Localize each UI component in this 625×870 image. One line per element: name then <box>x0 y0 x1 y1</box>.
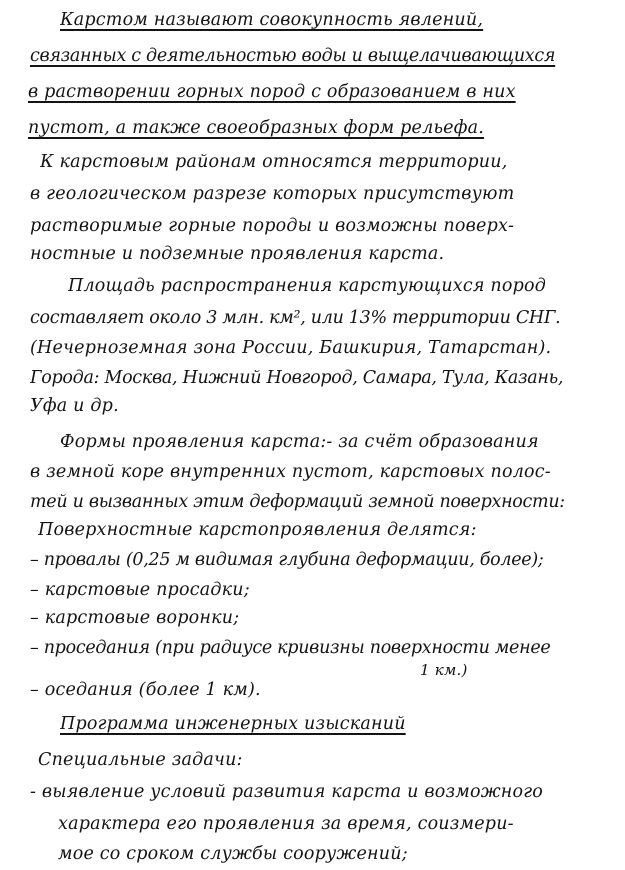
area-line-4: Города: Москва, Нижний Новгород, Самара, Тула, Казань, <box>30 368 564 388</box>
surface-item-4-continuation: 1 км.) <box>420 661 468 679</box>
regions-line-2: в геологическом разрезе которых присутствуют <box>30 184 515 204</box>
special-tasks-line-2: характера его проявления за время, соизмери- <box>58 814 514 834</box>
surface-item-4: – проседания (при радиусе кривизны поверхности менее <box>30 638 551 658</box>
definition-line-3: в растворении горных пород с образованием в них <box>28 82 516 102</box>
forms-line-2: в земной коре внутренних пустот, карстовых полос- <box>30 462 551 482</box>
special-tasks-heading: Специальные задачи: <box>38 750 243 770</box>
special-tasks-line-1: - выявление условий развития карста и возможного <box>30 782 544 802</box>
definition-line-4: пустот, а также своеобразных форм рельефа. <box>28 118 485 138</box>
surface-item-5: – оседания (более 1 км). <box>30 680 261 700</box>
special-tasks-line-3: мое со сроком службы сооружений; <box>58 844 408 864</box>
area-line-2: составляет около 3 млн. км², или 13% территории СНГ. <box>30 308 561 328</box>
area-line-1: Площадь распространения карстующихся пород <box>68 276 547 296</box>
program-title: Программа инженерных изысканий <box>60 714 406 734</box>
definition-line-1: Карстом называют совокупность явлений, <box>60 10 484 30</box>
surface-heading: Поверхностные карстопроявления делятся: <box>38 520 477 540</box>
regions-line-1: К карстовым районам относятся территории, <box>40 152 508 172</box>
surface-item-2: – карстовые просадки; <box>30 580 250 600</box>
area-line-5: Уфа и др. <box>30 396 119 416</box>
regions-line-4: ностные и подземные проявления карста. <box>30 244 445 264</box>
regions-line-3: растворимые горные породы и возможны поверх- <box>30 216 515 236</box>
surface-item-3: – карстовые воронки; <box>30 608 240 628</box>
forms-line-3: тей и вызванных этим деформаций земной поверхности: <box>30 492 565 512</box>
forms-line-1: Формы проявления карста:- за счёт образования <box>60 432 539 452</box>
surface-item-1: – провалы (0,25 м видимая глубина деформации, более); <box>30 550 544 570</box>
area-line-3: (Нечерноземная зона России, Башкирия, Татарстан). <box>30 338 552 358</box>
definition-line-2: связанных с деятельностью воды и выщелачивающихся <box>30 46 556 66</box>
